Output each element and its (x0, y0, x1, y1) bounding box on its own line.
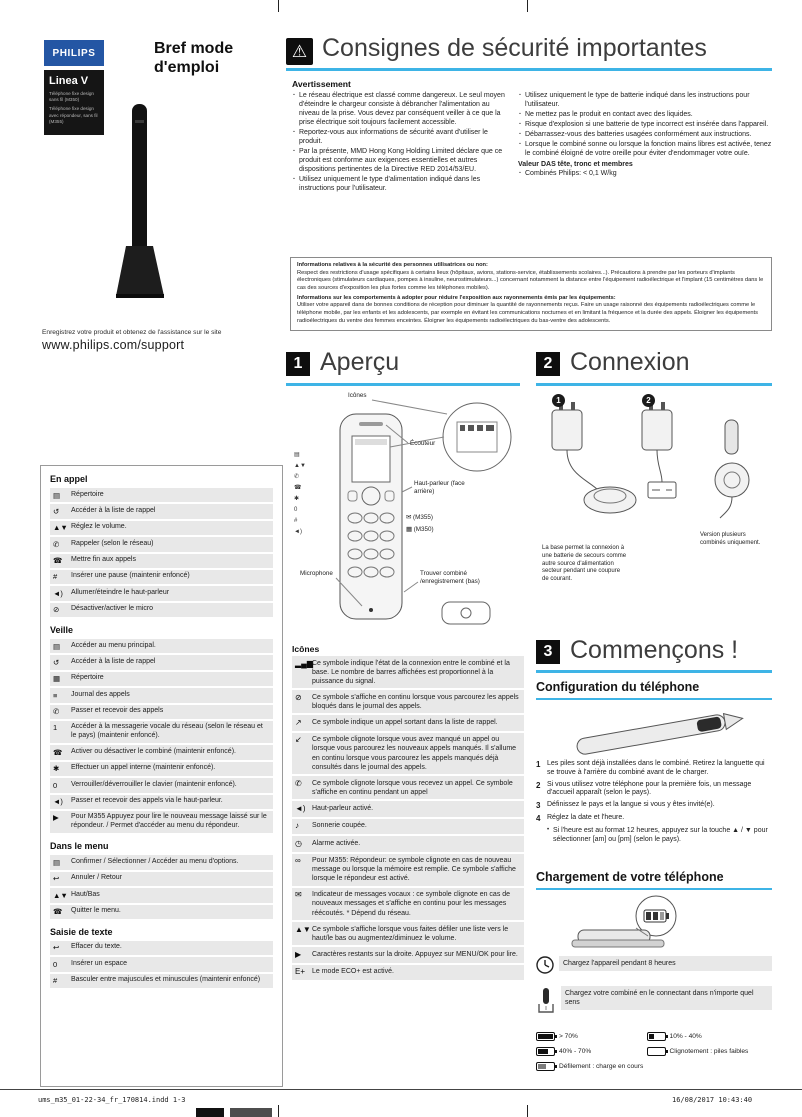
play-key-icon: ▶ (53, 813, 59, 823)
phonebook-key-icon: ▦ (406, 526, 412, 533)
brand-block (44, 40, 104, 135)
safety-bullet: · Ne mettez pas le produit en contact avec des liquides. (518, 111, 772, 120)
battery-tab-illustration (548, 704, 760, 758)
battery-level-item (536, 1047, 641, 1056)
key-function-row (50, 639, 273, 653)
charging-heading: Chargement de votre téléphone (536, 870, 724, 884)
crop-mark (278, 0, 279, 12)
icon-legend-row (292, 947, 524, 962)
icon-legend-row (292, 965, 524, 980)
ringer-off-icon: ♪ (295, 821, 299, 831)
section-3-badge: 3 (536, 640, 560, 664)
printer-registration-mark (196, 1108, 224, 1117)
key-function-text: Journal des appels (71, 690, 130, 698)
clock-icon (536, 956, 554, 974)
key-function-row (50, 957, 273, 971)
safety-rule (286, 68, 772, 71)
icon-legend-text: Ce symbole s'affiche lorsque vous faites défiler une liste vers le haut/le bas ou augmentez/diminuez le volume. (312, 925, 509, 942)
key-function-row (50, 570, 273, 584)
handset-in-cradle-icon (536, 986, 556, 1016)
battery-level-label: > 70% (559, 1033, 578, 1040)
notice-title-1: Informations relatives à la sécurité des personnes utilisatrices ou non: (297, 262, 488, 268)
key-function-text: Accéder au menu principal. (71, 641, 156, 649)
safety-bullet: · Reportez-vous aux informations de sécurité avant d'utiliser le produit. (292, 129, 510, 147)
icon-legend-row (292, 836, 524, 851)
panel-heading-dans-le-menu: Dans le menu (50, 841, 109, 852)
safety-bullet: · Utilisez uniquement le type de batterie indiqué dans les instructions pour l'utilisateur. (518, 92, 772, 110)
missed-call-icon: ↙ (295, 735, 302, 745)
step-text: Définissez le pays et la langue si vous y êtes invité(e). (547, 801, 715, 808)
charging-rule (536, 888, 772, 890)
volume-keys-icon: ▲▼ (53, 523, 68, 533)
key-functions-panel (40, 465, 283, 1087)
key-function-row (50, 795, 273, 809)
key-function-text: Passer et recevoir des appels via le haut-parleur. (71, 797, 223, 804)
safety-column-2 (518, 92, 772, 180)
key-function-text: Verrouiller/déverrouiller le clavier (maintenir enfoncé). (71, 780, 237, 788)
key-function-text: Passer et recevoir des appels (71, 707, 164, 714)
icons-heading: Icônes (292, 644, 320, 654)
battery-level-label: 40% - 70% (559, 1048, 592, 1055)
panel-list-veille (50, 639, 273, 833)
menu-ok-key-icon: ▤ (53, 857, 61, 867)
crop-mark (278, 1105, 279, 1117)
key-function-text: Mettre fin aux appels (71, 556, 136, 563)
key-function-row (50, 586, 273, 600)
crop-mark (527, 1105, 528, 1117)
footer-timestamp: 16/08/2017 10:43:40 (672, 1096, 753, 1104)
redial-key-icon: ↺ (53, 506, 60, 516)
end-call-key-icon: ☎ (53, 556, 63, 565)
icons-legend-list (292, 656, 524, 1084)
safety-title: Consignes de sécurité importantes (322, 34, 707, 62)
diagram-key-column (294, 450, 336, 538)
panel-list-saisie-de-texte (50, 941, 273, 988)
step-number: 3 (536, 801, 541, 810)
regulatory-notice-box (290, 257, 772, 331)
das-value: · Combinés Philips: < 0,1 W/kg (518, 170, 772, 179)
handset-diagram (292, 392, 524, 644)
setup-step (536, 760, 772, 778)
icon-legend-text: Sonnerie coupée. (312, 822, 367, 830)
key-function-row (50, 603, 273, 617)
product-photo (98, 100, 184, 302)
key-function-text: Haut/Bas (71, 890, 100, 898)
product-description-1: Téléphone fixe design sans fil (M350) (49, 91, 94, 103)
panel-list-en-appel (50, 488, 273, 617)
icon-legend-text: Alarme activée. (312, 839, 361, 847)
key-function-text: Confirmer / Sélectionner / Accéder au menu d'options. (71, 857, 239, 865)
clear-key-icon: ↩ (53, 943, 60, 953)
battery-charging-row (536, 1062, 772, 1071)
crop-mark (527, 0, 528, 12)
icon-legend-row (292, 690, 524, 713)
icon-legend-row (292, 819, 524, 834)
key-function-row (50, 778, 273, 792)
step-number: 2 (536, 780, 541, 790)
up-down-keys-icon: ▲▼ (53, 890, 68, 900)
icon-legend-text: Caractères restants sur la droite. Appuyez sur MENU/OK pour lire. (312, 950, 518, 958)
label-speaker: Haut-parleur (face arrière) (414, 480, 465, 495)
key-function-text: Répertoire (71, 674, 104, 682)
key-function-row (50, 705, 273, 719)
battery-level-item (647, 1032, 772, 1041)
key-function-row (50, 745, 273, 759)
label-m350 (406, 526, 434, 534)
section-3-rule (536, 670, 772, 673)
setup-step (536, 781, 772, 799)
config-rule (536, 698, 772, 700)
label-icons: Icônes (348, 392, 367, 399)
key-function-text: Accéder à la messagerie vocale du réseau (selon le réseau et le pays) (maintenir enfoncé). (71, 723, 263, 740)
charge-connect-text: Chargez votre combiné en le connectant dans n'importe quel sens (561, 986, 772, 1010)
section-1-title: Aperçu (320, 348, 400, 376)
safety-bullet: · Lorsque le combiné sonne ou lorsque la fonction mains libres est activée, tenez le combiné éloigné de votre oreille pour éviter d'endommager votre ouïe. (518, 141, 772, 159)
key-function-row (50, 762, 273, 776)
panel-heading-saisie-de-texte: Saisie de texte (50, 926, 113, 937)
mute-key-icon: ⊘ (53, 605, 60, 615)
voicemail-key-icon: ✉ (406, 514, 412, 521)
key-function-text: Accéder à la liste de rappel (71, 657, 156, 665)
key-function-row (50, 905, 273, 919)
connection-step-2-marker: 2 (642, 394, 655, 407)
step-number: 1 (536, 760, 541, 769)
key-function-text: Activer ou désactiver le combiné (maintenir enfoncé). (71, 747, 236, 755)
case-toggle-key-icon: # (53, 976, 58, 986)
signal-strength-icon: ▂▄▆ (295, 658, 313, 668)
key-function-row (50, 721, 273, 744)
step-number: 4 (536, 814, 541, 823)
talk-key-icon: ✆ (53, 707, 60, 716)
battery-icon (647, 1032, 666, 1041)
panel-heading-veille: Veille (50, 625, 74, 635)
key-function-text: Désactiver/activer le micro (71, 605, 154, 613)
key-function-text: Insérer une pause (maintenir enfoncé) (71, 572, 190, 580)
label-m355-text: (M355) (413, 514, 433, 521)
warning-icon: ⚠ (286, 38, 313, 65)
key-function-row (50, 488, 273, 502)
icon-legend-row (292, 801, 524, 816)
product-badge (44, 70, 104, 135)
key-function-row (50, 855, 273, 869)
end-call-key-icon: ☎ (53, 747, 63, 757)
back-key-icon: ↩ (53, 874, 60, 884)
connection-note-multi: Version plusieurs combinés uniquement. (700, 532, 761, 546)
support-url: www.philips.com/support (42, 338, 185, 352)
charge-clock-row (536, 956, 772, 974)
icon-legend-text: Pour M355: Répondeur: ce symbole clignote en cas de nouveau message ou lorsque la mémoire est remplie. Ce symbole s'affiche lorsque le répondeur est activé. (312, 857, 516, 883)
key-function-text: Allumer/éteindre le haut-parleur (71, 588, 170, 596)
icon-legend-text: Ce symbole clignote lorsque vous recevez un appel. Ce symbole s'affiche en continu pendant un appel (312, 779, 513, 796)
charge-connect-row (536, 986, 772, 1016)
end-call-key-icon: ☎ (53, 907, 63, 916)
step-text: Les piles sont déjà installées dans le combiné. Retirez la languette qui se trouve à l'arrière du combiné avant de le charger. (547, 760, 765, 776)
battery-level-grid (536, 1032, 772, 1056)
connection-step-1-marker: 1 (552, 394, 565, 407)
call-log-key-icon: ≡ (53, 690, 58, 700)
key-function-row (50, 554, 273, 568)
key-function-row (50, 537, 273, 551)
step-4-sub-note: • Si l'heure est au format 12 heures, appuyez sur la touche ▲ / ▼ pour sélectionner [am] ou [pm] (selon le pays). (547, 827, 772, 845)
footer-filename: ums_m35_01-22-34_fr_170814.indd 1-3 (38, 1096, 186, 1104)
key-function-text: Rappeler (selon le réseau) (71, 539, 154, 547)
register-text: Enregistrez votre produit et obtenez de l'assistance sur le site (42, 329, 222, 336)
product-description-2: Téléphone fixe design avec répondeur, sans fil (M355) (49, 106, 98, 124)
key-function-row (50, 504, 273, 518)
section-2-title: Connexion (570, 348, 690, 376)
label-find-handset: Trouver combiné /enregistrement (bas) (420, 570, 480, 585)
talk-key-icon: ✆ (53, 539, 60, 549)
more-characters-icon: ▶ (295, 949, 302, 959)
scroll-icon: ▲▼ (295, 924, 311, 934)
label-earpiece: Écouteur (410, 440, 436, 447)
product-name: Linea V (49, 75, 89, 87)
diagram-key-glyph: 0 (294, 507, 298, 513)
diagram-key-glyph: ◄) (294, 529, 302, 535)
key-function-row (50, 672, 273, 686)
icon-legend-text: Ce symbole indique un appel sortant dans la liste de rappel. (312, 718, 498, 726)
key-function-text: Pour M355 Appuyez pour lire le nouveau message laissé sur le répondeur. / Permet d'accéder au menu du répondeur. (71, 813, 267, 830)
battery-icon (536, 1047, 555, 1056)
key-function-text: Accéder à la liste de rappel (71, 506, 156, 514)
connection-note-base: La base permet la connexion à une batterie de secours comme autre source d'alimentation secteur pendant une coupure de courant. (542, 545, 627, 583)
setup-step-list (536, 760, 772, 824)
doc-title: Bref mode d'emploi (154, 40, 234, 76)
notice-paragraph-1: Respect des restrictions d'usage spécifiques à certains lieux (hôpitaux, avions, stations-service, établissements scolaires...). Précautions à prendre par les porteurs d'implants électroniques (stimulateurs cardiaques, pompes à insuline, neurostimulateurs...) concernant notamment la distance entre l'équipement radioélectrique et l'implant (15 centimètres dans le cas des sources d'exposition les plus fortes comme les téléphones mobiles). (297, 269, 764, 292)
blocked-call-icon: ⊘ (295, 692, 302, 702)
icon-legend-row (292, 656, 524, 688)
key-function-text: Répertoire (71, 490, 104, 498)
battery-charging-icon (536, 1062, 555, 1071)
step-text: Réglez la date et l'heure. (547, 814, 625, 821)
section-1-badge: 1 (286, 352, 310, 376)
icon-legend-row (292, 715, 524, 730)
setup-steps (536, 760, 772, 845)
icon-legend-text: Ce symbole indique l'état de la connexion entre le combiné et la base. Le nombre de barres affichées est proportionnel à la puissance du signal. (312, 659, 510, 685)
diagram-key-glyph: # (294, 518, 298, 524)
key-function-text: Effectuer un appel interne (maintenir enfoncé). (71, 764, 216, 772)
diagram-key-glyph: ✱ (294, 496, 300, 502)
intercom-key-icon: ✱ (53, 764, 60, 774)
safety-bullet-list (518, 92, 772, 159)
space-key-icon: 0 (53, 959, 58, 969)
call-icon: ✆ (295, 778, 302, 788)
safety-column-1 (292, 92, 510, 194)
eco-plus-icon: E+ (295, 967, 306, 977)
battery-icon (536, 1032, 555, 1041)
icon-legend-row (292, 854, 524, 886)
battery-level-item (536, 1032, 641, 1041)
printer-registration-mark (230, 1108, 272, 1117)
key-function-row (50, 811, 273, 834)
charge-clock-text: Chargez l'appareil pendant 8 heures (559, 956, 772, 971)
das-heading: Valeur DAS tête, tronc et membres (518, 160, 633, 168)
icon-legend-row (292, 776, 524, 799)
diagram-key-glyph: ▲▼ (294, 463, 306, 469)
notice-title-2: Informations sur les comportements à adopter pour réduire l'exposition aux rayonnements émis par les équipements: (297, 294, 616, 301)
key-function-text: Annuler / Retour (71, 874, 122, 882)
notice-paragraph-2: Utiliser votre appareil dans de bonnes conditions de réception pour diminuer la quantité de rayonnements reçus. Faire un usage raisonné des équipements radioélectriques comme le téléphone mobile, par les enfants et les adolescents, par exemple en évitant les communications nocturnes et en limitant la fréquence et la durée des appels. Éloigner les équipements radioélectriques du ventre des femmes enceintes. Éloigner les équipements radioélectriques du bas-ventre des adolescents. (297, 302, 758, 324)
battery-level-item (647, 1047, 772, 1056)
charging-illustration (556, 894, 746, 952)
section-2-rule (536, 383, 772, 386)
voicemail-key-icon: 1 (53, 723, 58, 733)
battery-level-label: Clignotement : piles faibles (669, 1048, 749, 1055)
icon-legend-text: Indicateur de messages vocaux : ce symbole clignote en cas de nouveaux messages et s'affiche en continu pour les messages réécoutés. * Dépend du réseau. (312, 891, 511, 917)
key-function-row (50, 888, 273, 902)
key-function-row (50, 872, 273, 886)
key-function-row (50, 688, 273, 702)
alarm-icon: ◷ (295, 838, 302, 848)
label-m355 (406, 514, 433, 522)
menu-ok-key-icon: ▤ (53, 641, 61, 651)
safety-bullet: · Par la présente, MMD Hong Kong Holding Limited déclare que ce produit est conforme aux exigences essentielles et autres dispositions pertinentes de la Directive RED 2014/53/EU. (292, 148, 510, 175)
redial-key-icon: ↺ (53, 657, 60, 667)
diagram-key-glyph: ✆ (294, 474, 300, 480)
icon-legend-row (292, 733, 524, 774)
section-2-badge: 2 (536, 352, 560, 376)
setup-step (536, 801, 772, 811)
icon-legend-text: Le mode ECO+ est activé. (312, 968, 394, 976)
philips-logo: PHILIPS (44, 40, 104, 66)
answering-machine-icon: ∞ (295, 856, 301, 866)
icon-legend-text: Ce symbole clignote lorsque vous avez manqué un appel ou lorsque vous parcourez les nouveaux appels manqués. Il s'allume en continu lorsque vous parcourez les appels manqués déjà consultés dans le journal des appels. (312, 736, 517, 771)
key-function-text: Basculer entre majuscules et minuscules (maintenir enfoncé) (71, 976, 261, 984)
key-function-row (50, 941, 273, 955)
key-function-text: Insérer un espace (71, 959, 128, 967)
key-function-text: Effacer du texte. (71, 943, 122, 951)
section-3-title: Commençons ! (570, 636, 739, 664)
outgoing-call-icon: ↗ (295, 717, 302, 727)
setup-step (536, 814, 772, 824)
key-function-text: Quitter le menu. (71, 907, 121, 914)
key-function-row (50, 521, 273, 535)
battery-icon (647, 1047, 666, 1056)
section-1-rule (286, 383, 520, 386)
hash-key-icon: # (53, 572, 58, 582)
label-m350-text: (M350) (413, 526, 434, 533)
safety-bullet: · Risque d'explosion si une batterie de type incorrect est insérée dans l'appareil. (518, 121, 772, 130)
panel-list-dans-le-menu (50, 855, 273, 919)
footer-divider (0, 1089, 802, 1090)
menu-ok-key-icon: ▤ (53, 490, 61, 500)
speaker-key-icon: ◄) (53, 797, 63, 806)
step-text: Si vous utilisez votre téléphone pour la première fois, un message d'accueil apparaît (selon le pays). (547, 780, 752, 797)
safety-bullet: · Le réseau électrique est classé comme dangereux. Le seul moyen d'éteindre le chargeur consiste à débrancher l'alimentation au niveau de la prise. Vous devez par conséquent veiller à ce que la prise électrique soit toujours facilement accessible. (292, 92, 510, 128)
key-function-row (50, 655, 273, 669)
key-function-row (50, 974, 273, 988)
config-heading: Configuration du téléphone (536, 680, 700, 694)
voicemail-icon: ✉ (295, 890, 302, 900)
battery-charging-label: Défilement : charge en cours (559, 1063, 644, 1070)
icon-legend-text: Haut-parleur activé. (312, 804, 374, 812)
key-function-text: Réglez le volume. (71, 523, 127, 531)
speakerphone-icon: ◄) (295, 803, 306, 813)
icon-legend-row (292, 888, 524, 920)
connection-illustration (536, 392, 772, 542)
safety-bullet: · Utilisez uniquement le type d'alimentation indiqué dans les instructions pour l'utilisateur. (292, 176, 510, 194)
label-microphone: Microphone (300, 570, 333, 577)
keylock-key-icon: 0 (53, 780, 58, 790)
phonebook-key-icon: ▦ (53, 674, 61, 684)
icon-legend-text: Ce symbole s'affiche en continu lorsque vous parcourez les appels bloqués dans le journal des appels. (312, 693, 519, 710)
diagram-key-glyph: ▤ (294, 452, 300, 458)
icon-legend-row (292, 922, 524, 945)
warning-heading: Avertissement (292, 79, 351, 89)
safety-bullet: · Débarrassez-vous des batteries usagées conformément aux instructions. (518, 131, 772, 140)
battery-level-label: 10% - 40% (669, 1033, 702, 1040)
diagram-key-glyph: ☎ (294, 485, 302, 491)
speaker-key-icon: ◄) (53, 588, 63, 598)
panel-heading-en-appel: En appel (50, 474, 88, 484)
